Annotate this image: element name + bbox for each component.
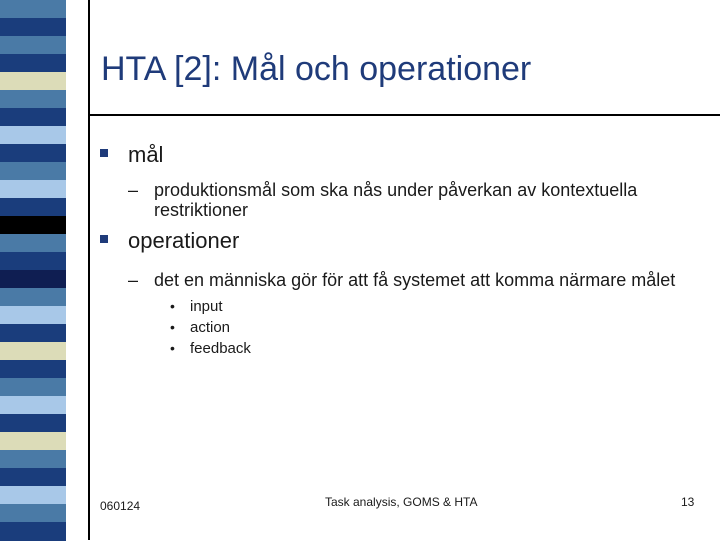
- bullet-item-mal: [96, 140, 706, 170]
- subbullet-text: det en människa gör för att få systemet att komma närmare målet: [154, 270, 676, 290]
- stripe-block: [0, 288, 66, 307]
- bullet-text: mål: [128, 142, 164, 167]
- stripe-block: [0, 0, 66, 19]
- stripe-block: [0, 180, 66, 199]
- stripe-block: [0, 36, 66, 55]
- stripe-block: [0, 504, 66, 523]
- stripe-block: [0, 72, 66, 91]
- vertical-rule: [88, 0, 90, 540]
- stripe-block: [0, 126, 66, 145]
- stripe-block: [0, 342, 66, 361]
- decorative-stripe: [0, 0, 66, 540]
- subbullet-text: produktionsmål som ska nås under påverkan av kontextuella restriktioner: [154, 180, 638, 220]
- stripe-block: [0, 306, 66, 325]
- stripe-block: [0, 450, 66, 469]
- stripe-block: [0, 486, 66, 505]
- stripe-block: [0, 360, 66, 379]
- dot-bullet: •: [170, 319, 175, 335]
- square-bullet-icon: [100, 235, 108, 243]
- stripe-block: [0, 522, 66, 541]
- stripe-block: [0, 324, 66, 343]
- stripe-block: [0, 54, 66, 73]
- dot-bullet: •: [170, 298, 175, 314]
- square-bullet-icon: [100, 149, 108, 157]
- stripe-block: [0, 234, 66, 253]
- sub-subbullet-text: feedback: [190, 340, 251, 357]
- stripe-block: [0, 270, 66, 289]
- stripe-block: [0, 432, 66, 451]
- subbullet-item-manniska: [128, 270, 706, 290]
- bullet-text: operationer: [128, 228, 240, 253]
- slide-content: [96, 140, 706, 359]
- bullet-item-operationer: [96, 226, 706, 256]
- stripe-block: [0, 144, 66, 163]
- stripe-block: [0, 198, 66, 217]
- stripe-block: [0, 90, 66, 109]
- dash-bullet: –: [128, 180, 139, 200]
- footer-date: 060124: [100, 499, 141, 513]
- dash-bullet: –: [128, 270, 139, 290]
- sub-subbullet-text: action: [190, 319, 231, 336]
- stripe-block: [0, 414, 66, 433]
- sub-subbullet-input: [170, 296, 706, 317]
- stripe-block: [0, 396, 66, 415]
- stripe-block: [0, 162, 66, 181]
- stripe-block: [0, 108, 66, 127]
- slide-title: HTA [2]: Mål och operationer: [101, 50, 532, 88]
- footer-page-number: 13: [681, 495, 695, 509]
- footer-title: Task analysis, GOMS & HTA: [325, 495, 478, 509]
- sub-subbullet-feedback: [170, 338, 706, 359]
- subbullet-item-produktionsmal: [128, 180, 706, 220]
- dot-bullet: •: [170, 340, 175, 356]
- sub-subbullet-text: input: [190, 298, 223, 315]
- stripe-block: [0, 252, 66, 271]
- stripe-block: [0, 18, 66, 37]
- sub-subbullet-action: [170, 317, 706, 338]
- stripe-block: [0, 216, 66, 235]
- horizontal-rule: [88, 114, 720, 116]
- stripe-block: [0, 468, 66, 487]
- stripe-block: [0, 378, 66, 397]
